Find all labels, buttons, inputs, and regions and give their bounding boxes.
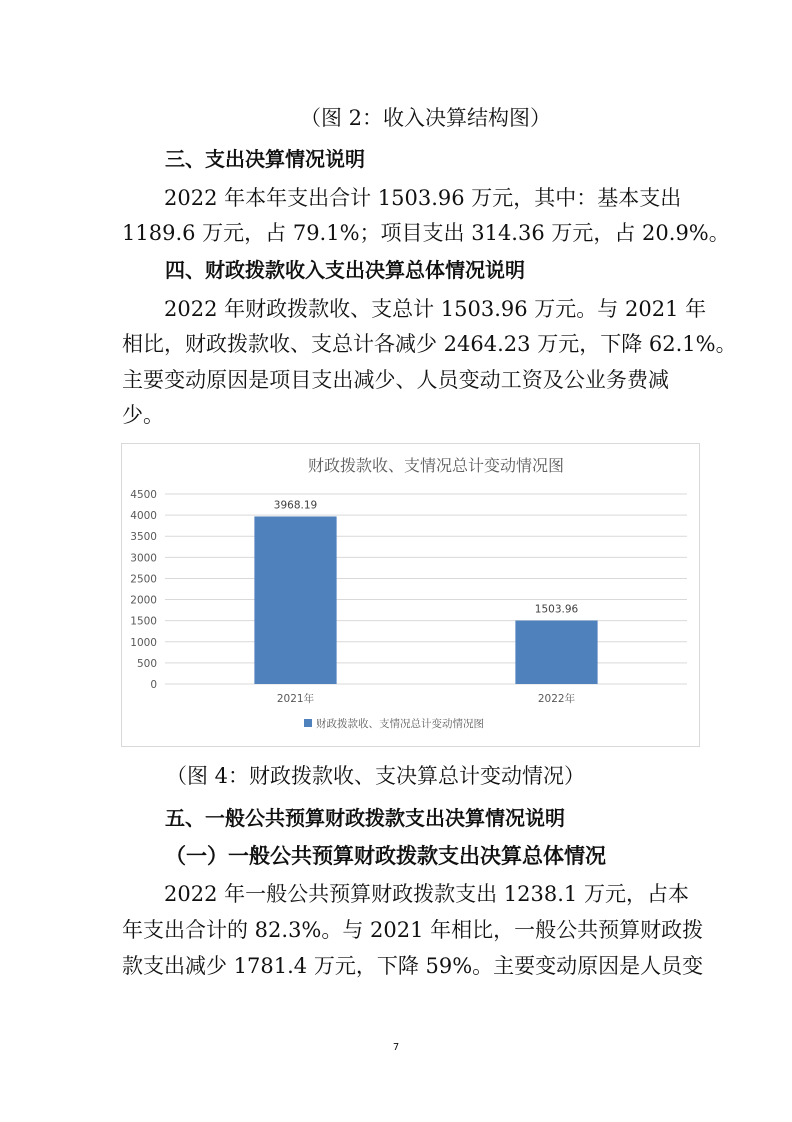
section-5-line-3: 款支出减少 1781.4 万元，下降 59%。主要变动原因是人员变	[122, 954, 704, 978]
x-tick-label: 2022年	[537, 693, 576, 705]
y-tick-label: 2500	[130, 573, 157, 586]
x-tick-label: 2021年	[276, 693, 315, 705]
y-tick-label: 3000	[130, 552, 157, 565]
budget-change-chart	[121, 443, 700, 747]
y-tick-label: 4500	[130, 489, 157, 501]
figure-4-caption: （图 4：财政拨款收、支决算总计变动情况）	[166, 764, 586, 788]
y-tick-label: 4000	[130, 510, 157, 523]
section-4-line-2: 相比，财政拨款收、支总计各减少 2464.23 万元，下降 62.1%。	[122, 332, 737, 356]
figure-2-caption: （图 2：收入决算结构图）	[300, 106, 552, 130]
y-tick-label: 1500	[130, 615, 157, 628]
section-3-line-2: 1189.6 万元，占 79.1%；项目支出 314.36 万元，占 20.9%。	[122, 221, 730, 245]
y-tick-label: 500	[136, 657, 157, 670]
legend-swatch	[304, 719, 312, 727]
y-tick-label: 0	[150, 679, 157, 691]
section-4-heading: 四、财政拨款收入支出决算总体情况说明	[165, 258, 525, 282]
y-tick-label: 1000	[130, 636, 157, 649]
bar	[515, 620, 597, 684]
y-tick-label: 3500	[130, 531, 157, 544]
data-label: 1503.96	[534, 603, 579, 616]
section-4-line-4: 少。	[122, 403, 164, 427]
data-label: 3968.19	[273, 499, 318, 512]
legend-label: 财政拨款收、支情况总计变动情况图	[316, 718, 484, 730]
section-3-line-1: 2022 年本年支出合计 1503.96 万元，其中：基本支出	[164, 186, 682, 210]
chart-title: 财政拨款收、支情况总计变动情况图	[307, 456, 565, 475]
section-4-line-3: 主要变动原因是项目支出减少、人员变动工资及公业务费减	[122, 368, 669, 392]
chart-canvas	[122, 444, 699, 746]
section-3-heading: 三、支出决算情况说明	[165, 147, 365, 171]
section-4-line-1: 2022 年财政拨款收、支总计 1503.96 万元。与 2021 年	[164, 297, 707, 321]
section-5-subheading: （一）一般公共预算财政拨款支出决算总体情况	[165, 844, 606, 868]
y-tick-label: 2000	[130, 594, 157, 607]
bar	[254, 516, 336, 684]
section-5-line-1: 2022 年一般公共预算财政拨款支出 1238.1 万元，占本	[164, 882, 689, 906]
page-number: 7	[392, 1042, 400, 1053]
section-5-line-2: 年支出合计的 82.3%。与 2021 年相比，一般公共预算财政拨	[122, 918, 704, 942]
section-5-heading: 五、一般公共预算财政拨款支出决算情况说明	[165, 806, 565, 830]
